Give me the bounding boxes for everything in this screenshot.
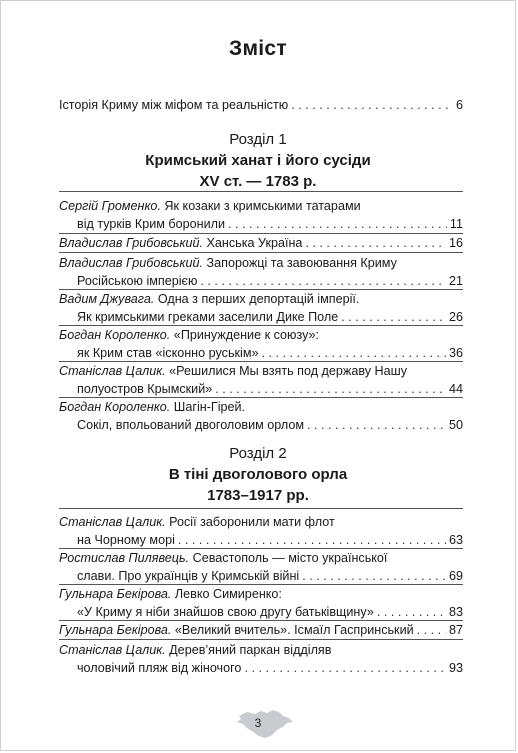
entry-title: «Решилися Мы взять под державу Нашу (165, 364, 408, 378)
page-footer (1, 706, 515, 744)
entry-divider (59, 252, 463, 253)
dot-leader (291, 96, 453, 114)
toc-entry[interactable] (59, 398, 463, 434)
toc-entry[interactable] (59, 362, 463, 398)
entry-page-number: 21 (448, 274, 463, 288)
entry-title: Одна з перших депортацій імперії. (154, 292, 360, 306)
toc-entry[interactable] (59, 254, 463, 290)
entry-author: Владислав Грибовський. (59, 236, 204, 250)
entry-author: Станіслав Цалик. (59, 643, 166, 657)
entry-author: Богдан Короленко. (59, 328, 171, 342)
page-title: Зміст (229, 37, 287, 60)
entry-title: Як кримськими греками заселили Дике Поле (77, 310, 339, 324)
toc-entry[interactable] (59, 326, 463, 362)
section-label: Розділ 2 (229, 445, 287, 462)
dot-leader (228, 215, 447, 233)
dot-leader (302, 567, 446, 585)
dot-leader (417, 621, 446, 639)
section-title: Кримський ханат і його сусіди (145, 152, 371, 169)
entry-title: «Принуждение к союзу»: (170, 328, 320, 342)
entry-page-number: 69 (448, 569, 463, 583)
toc-entry[interactable] (59, 234, 463, 252)
page-number: 3 (254, 716, 262, 730)
section-1-heading (1, 130, 515, 192)
dot-leader (307, 416, 446, 434)
entry-page-number: 93 (448, 661, 463, 675)
section-title: В тіні двоголового орла (168, 466, 348, 483)
entry-author: Владислав Грибовський. (59, 256, 204, 270)
toc-entry[interactable] (59, 585, 463, 621)
entry-page-number: 83 (448, 605, 463, 619)
toc-entry[interactable] (59, 621, 463, 639)
dot-leader (215, 380, 446, 398)
entry-page-number: 36 (448, 346, 463, 360)
entry-author: Гульнара Бекірова. (59, 623, 172, 637)
entry-title: полуостров Крымский» (77, 382, 213, 396)
entry-page-number: 87 (448, 623, 463, 637)
toc-entry[interactable] (59, 290, 463, 326)
entry-page-number: 11 (449, 217, 463, 231)
entry-title: як Крим став «ісконно руськім» (77, 346, 259, 360)
section-divider (59, 191, 463, 192)
toc-entry[interactable] (59, 549, 463, 585)
entry-author: Станіслав Цалик. (59, 515, 166, 529)
toc-entry[interactable] (59, 197, 463, 233)
entry-author: Богдан Короленко. (59, 400, 171, 414)
dot-leader (200, 272, 446, 290)
dot-leader (244, 659, 446, 677)
section-title: XV ст. — 1783 р. (199, 173, 317, 190)
entry-title: «Великий вчитель». Ісмаїл Гаспринський (171, 623, 414, 637)
dot-leader (305, 234, 446, 252)
entry-title: Левко Симиренко: (171, 587, 282, 601)
entry-page-number: 26 (448, 310, 463, 324)
entry-title: Дерев’яний паркан відділяв (165, 643, 332, 657)
entry-title: Як козаки з кримськими татарами (160, 199, 361, 213)
entry-author: Станіслав Цалик. (59, 364, 166, 378)
section-label: Розділ 1 (229, 131, 287, 148)
toc-entry[interactable] (59, 513, 463, 549)
dot-leader (341, 308, 446, 326)
entry-title: слави. Про українців у Кримській війні (77, 569, 300, 583)
dot-leader (377, 603, 446, 621)
toc-entry-intro[interactable] (59, 96, 463, 114)
entry-text: Історія Криму між міфом та реальністю (59, 98, 289, 112)
entry-page-number: 6 (455, 98, 463, 112)
entry-page-number: 16 (448, 236, 463, 250)
dot-leader (178, 531, 446, 549)
entry-title: Ханська Україна (203, 236, 303, 250)
entry-title: на Чорному морі (77, 533, 175, 547)
section-divider (59, 508, 463, 509)
toc-entry[interactable] (59, 641, 463, 677)
entry-author: Сергій Громенко. (59, 199, 161, 213)
entry-title: від турків Крим боронили (77, 217, 226, 231)
entry-page-number: 44 (448, 382, 463, 396)
entry-title: Сокіл, впольований двоголовим орлом (77, 418, 305, 432)
entry-title: Запорожці та завоювання Криму (203, 256, 397, 270)
entry-title: Росії заборонили мати флот (165, 515, 335, 529)
entry-title: Шагін-Гірей. (170, 400, 246, 414)
section-title: 1783–1917 рр. (207, 487, 309, 504)
entry-title: Севастополь — місто української (189, 551, 388, 565)
entry-title: «У Криму я ніби знайшов свою другу батьківщину» (77, 605, 374, 619)
entry-page-number: 50 (448, 418, 463, 432)
entry-title: чоловічий пляж від жіночого (77, 661, 242, 675)
entry-author: Гульнара Бекірова. (59, 587, 172, 601)
entry-divider (59, 639, 463, 640)
entry-page-number: 63 (448, 533, 463, 547)
dot-leader (262, 344, 446, 362)
section-2-heading (1, 444, 515, 506)
entry-author: Вадим Джувага. (59, 292, 155, 306)
entry-title: Російською імперією (77, 274, 198, 288)
entry-author: Ростислав Пилявець. (59, 551, 190, 565)
